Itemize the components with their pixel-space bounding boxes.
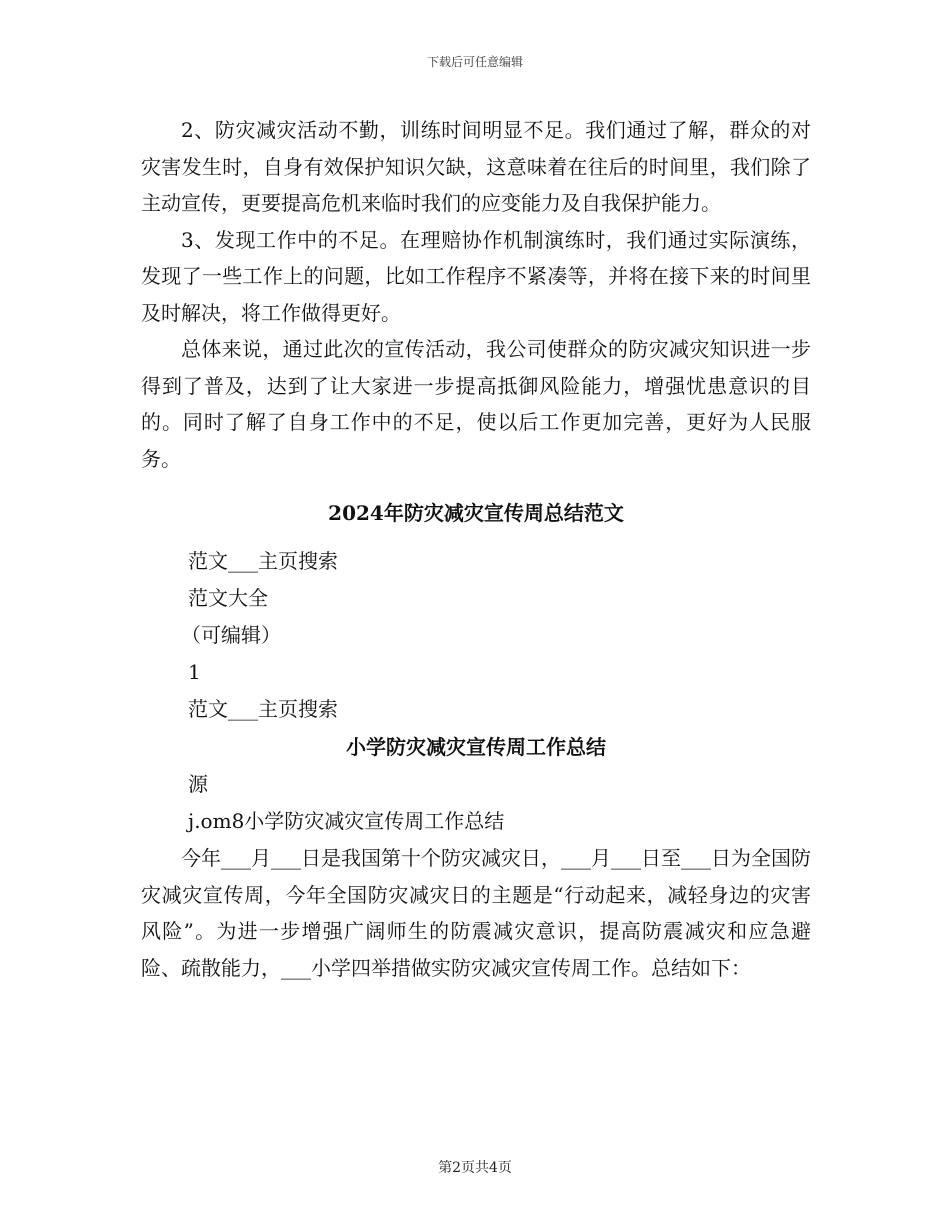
page-header: 下载后可任意编辑 [426,55,523,69]
text-line: （可编辑） [181,623,281,647]
text-line: 范文大全 [188,586,268,610]
text-line: j.om8小学防灾减灾宣传周工作总结 [188,809,505,833]
text-line: 源 [188,772,208,796]
section-title: 2024年防灾减灾宣传周总结范文 [328,501,624,525]
text-line: 1 [188,660,201,684]
document-body [141,112,811,986]
paragraph-summary: 总体来说，通过此次的宣传活动，我公司使群众的防灾减灾知识进一步得到了普及，达到了让大家进一步提高抵御风险能力，增强忧患意识的目的。同时了解了自身工作中的不足，使以后工作更加完善，更好为人民服务。 [141,337,811,471]
page-footer: 第2页共4页 [438,1160,512,1176]
paragraph-intro: 今年___月___日是我国第十个防灾减灾日，___月___日至___日为全国防灾减灾宣传周，今年全国防灾减灾日的主题是“行动起来，减轻身边的灾害风险”。为进一步增强广阔师生的防震减灾意识，提高防震减灾和应急避险、疏散能力，___小学四举措做实防灾减灾宣传周工作。总结如下： [141,846,811,980]
text-line: 范文___主页搜索 [188,697,338,721]
paragraph-point-2: 2、防灾减灾活动不勤，训练时间明显不足。我们通过了解，群众的对灾害发生时，自身有效保护知识欠缺，这意味着在往后的时间里，我们除了主动宣传，更要提高危机来临时我们的应变能力及自我保护能力。 [141,118,811,215]
paragraph-point-3: 3、发现工作中的不足。在理赔协作机制演练时，我们通过实际演练，发现了一些工作上的问题，比如工作程序不紧凑等，并将在接下来的时间里及时解决，将工作做得更好。 [141,227,811,325]
text-line: 范文___主页搜索 [188,549,338,573]
subsection-title: 小学防灾减灾宣传周工作总结 [346,735,606,759]
